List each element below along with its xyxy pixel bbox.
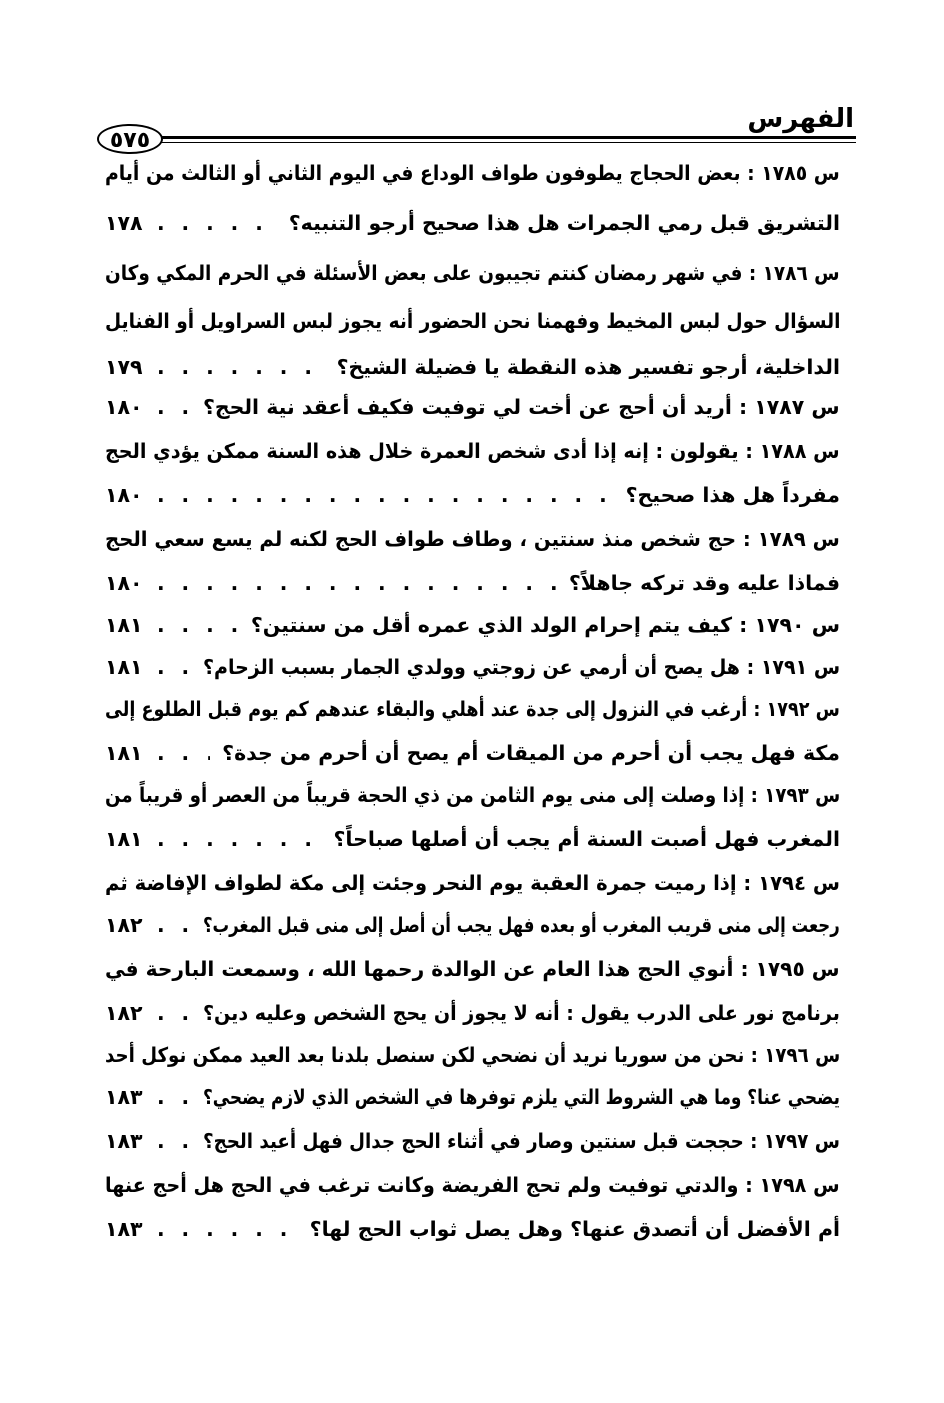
dot-leader [157,1082,191,1112]
index-entry-line [105,298,840,338]
entry-text: مفرداً هل هذا صحيح؟ [625,483,840,507]
index-entry-line [105,730,840,770]
index-entry-line [105,1074,840,1114]
entry-text: برنامج نور على الدرب يقول : أنه لا يجوز أن يحج الشخص وعليه دين؟ [203,1001,840,1025]
index-entry-line [105,946,840,986]
index-title: الفهرس [747,104,854,134]
dot-leader [157,208,277,238]
index-entry-line [105,1032,840,1072]
index-entry-line [105,560,840,600]
index-entry-line [105,150,840,190]
index-entry-line [105,1162,840,1202]
entry-text: س ١٧٩٠ : كيف يتم إحرام الولد الذي عمره أقل من سنتين؟ [250,613,840,637]
entry-text: س ١٧٨٧ : أريد أن أحج عن أخت لي توفيت فكيف أعقد نية الحج؟ [203,395,840,419]
dot-leader [157,824,322,854]
entry-page-number: ١٨٢ [105,913,143,937]
index-entry-line [105,644,840,684]
dot-leader [157,1214,298,1244]
dot-leader [157,738,210,768]
header-rule-thick [160,136,856,139]
index-entry-line [105,428,840,468]
dot-leader [157,568,557,598]
index-entry-line [105,816,840,856]
entry-page-number: ١٨٣ [105,1085,143,1109]
entry-text: س ١٧٩٧ : حججت قبل سنتين وصار في أثناء الحج جدال فهل أعيد الحج؟ [202,1129,840,1153]
header-rule-thin [160,142,856,143]
entry-page-number: ١٨١ [105,613,143,637]
entry-page-number: ١٨٣ [105,1129,143,1153]
dot-leader [157,910,191,940]
dot-leader [157,1126,191,1156]
index-entry-line [105,772,840,812]
entry-page-number: ١٨٢ [105,1001,143,1025]
entry-text: أم الأفضل أن أتصدق عنها؟ وهل يصل ثواب الحج لها؟ [309,1217,840,1241]
entry-text: س ١٧٩١ : هل يصح أن أرمي عن زوجتي وولدي الجمار بسبب الزحام؟ [202,655,840,679]
dot-leader [157,652,191,682]
entry-text: فماذا عليه وقد تركه جاهلاً؟ [568,571,840,595]
index-entry-line [105,250,840,290]
index-entry-line [105,516,840,556]
entry-text: الداخلية، أرجو تفسير هذه النقطة يا فضيلة الشيخ؟ [336,355,840,379]
index-entry-line [105,472,840,512]
entry-text: المغرب فهل أصبت السنة أم يجب أن أصلها صباحاً؟ [333,827,840,851]
dot-leader [157,998,191,1028]
page-number: ٥٧٥ [97,124,163,154]
index-entry-line [105,990,840,1030]
index-entry-line [105,602,840,642]
dot-leader [157,352,325,382]
entry-text: س ١٧٩٥ : أنوي الحج هذا العام عن الوالدة رحمها الله ، وسمعت البارحة في [105,957,840,981]
entry-text: يضحي عنا؟ وما هي الشروط التي يلزم توفرها في الشخص الذي لازم يضحي؟ [202,1085,840,1109]
entry-page-number: ١٨١ [105,655,143,679]
index-entry-line [105,902,840,942]
entry-page-number: ١٨٠ [105,483,143,507]
entry-text: س ١٧٩٨ : والدتي توفيت ولم تحج الفريضة وكانت ترغب في الحج هل أحج عنها [105,1173,840,1197]
entry-text: س ١٧٨٩ : حج شخص منذ سنتين ، وطاف طواف الحج لكنه لم يسع سعي الحج [105,527,840,551]
index-entry-line [105,1118,840,1158]
entry-text: س ١٧٨٦ : في شهر رمضان كنتم تجيبون على بعض الأسئلة في الحرم المكي وكان [105,261,840,285]
entry-text: س ١٧٩٤ : إذا رميت جمرة العقبة يوم النحر وجئت إلى مكة لطواف الإفاضة ثم [105,871,840,895]
entry-page-number: ١٨١ [105,741,143,765]
entry-text: التشريق قبل رمي الجمرات هل هذا صحيح أرجو التنبيه؟ [288,211,840,235]
entry-page-number: ١٧٩ [105,355,143,379]
entry-text: السؤال حول لبس المخيط وفهمنا نحن الحضور أنه يجوز لبس السراويل أو الفنايل [104,309,840,333]
entry-page-number: ١٨٣ [105,1217,143,1241]
index-entry-line [105,200,840,240]
index-entry-line [105,344,840,384]
entry-text: رجعت إلى منى قريب المغرب أو بعده فهل يجب أن أصل إلى منى قبل المغرب؟ [203,913,840,937]
index-entry-line [105,860,840,900]
index-entry-line [105,686,840,726]
entry-text: س ١٧٩٦ : نحن من سوريا نريد أن نضحي لكن سنصل بلدنا بعد العيد ممكن نوكل أحد [104,1043,840,1067]
dot-leader [157,480,614,510]
entry-text: س ١٧٨٥ : بعض الحجاج يطوفون طواف الوداع في اليوم الثاني أو الثالث من أيام [105,161,840,185]
entry-text: مكة فهل يجب أن أحرم من الميقات أم يصح أن أحرم من جدة؟ [222,741,840,765]
entry-page-number: ١٨٠ [105,571,143,595]
dot-leader [157,610,239,640]
entry-text: س ١٧٩٢ : أرغب في النزول إلى جدة عند أهلي والبقاء عندهم كم يوم قبل الطلوع إلى [105,697,840,721]
dot-leader [157,392,191,422]
entry-text: س ١٧٩٣ : إذا وصلت إلى منى يوم الثامن من ذي الحجة قريباً من العصر أو قريباً من [104,783,840,807]
entry-page-number: ١٨٠ [105,395,143,419]
entry-page-number: ١٧٨ [105,211,143,235]
entry-page-number: ١٨١ [105,827,143,851]
index-entry-line [105,1206,840,1246]
index-entry-line [105,384,840,424]
entry-text: س ١٧٨٨ : يقولون : إنه إذا أدى شخص العمرة خلال هذه السنة ممكن يؤدي الحج [105,439,840,463]
